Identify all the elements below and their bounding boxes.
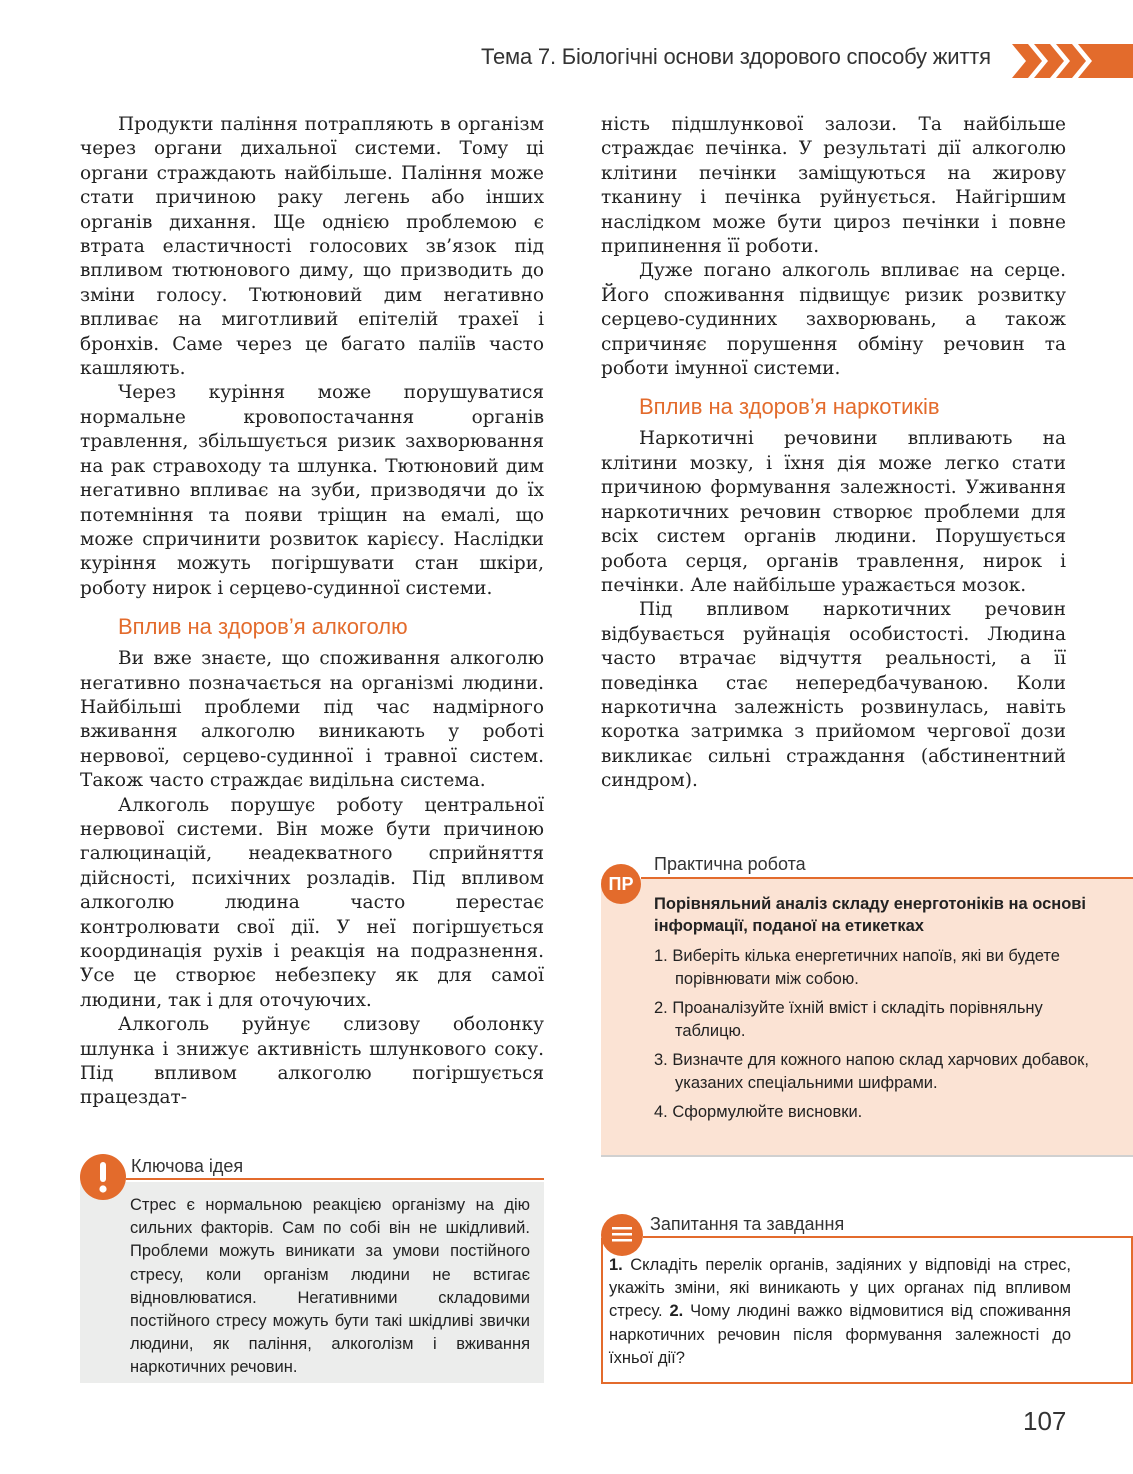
left-column xyxy=(80,113,544,1111)
section-heading-alcohol: Вплив на здоров’я алкоголю xyxy=(118,614,408,640)
paragraph: Алкоголь руйнує слизову оболонку шлунка і знижує активність шлункового соку. Під впливом алкоголю погіршується працездат- xyxy=(80,1014,544,1109)
practical-work-label: Практична робота xyxy=(654,854,806,874)
paragraph: Дуже погано алкоголь впливає на серце. Його споживання підвищує ризик розвитку серцево-судинних захворювань, а також спричиняє порушення обміну речовин та роботи імунної системи. xyxy=(601,260,1066,380)
questions-label: Запитання та завдання xyxy=(650,1214,845,1234)
paragraph: Через куріння може порушуватися нормальне кровопостачання органів травлення, збільшується ризик захворювання на рак стравоходу та шлунка. Тютюновий дим негативно впливає на зуби, призводячи до їх потемніння та появи тріщин на емалі, що може спричинити розвиток карієсу. Наслідки куріння можуть погіршувати стан шкіри, роботу нирок і серцево-судинної системи. xyxy=(80,382,544,599)
question-number: 1. xyxy=(609,1256,623,1274)
paragraph: Під впливом наркотичних речовин відбувається руйнація особистості. Людина часто втрачає відчуття реальності, а її поведінка стає непередбачуваною. Коли наркотична залежність розвинулась, навіть коротка затримка з прийомом чергової дози викликає сильні страждання (абстинентний синдром). xyxy=(601,599,1066,792)
page-number: 107 xyxy=(1023,1406,1067,1436)
paragraph: ність підшлункової залози. Та найбільше страждає печінка. У результаті дії алкоголю клітини печінки заміщуються на жирову тканину і печінка руйнується. Найгіршим наслідком може бути цироз печінки і повне припинення її роботи. xyxy=(601,114,1066,258)
questions-box xyxy=(601,1214,1133,1384)
key-idea-box xyxy=(80,1154,544,1383)
section-heading-drugs: Вплив на здоров’я наркотиків xyxy=(639,394,940,420)
divider xyxy=(126,1178,544,1180)
paragraph: Ви вже знаєте, що споживання алкоголю негативно позначається на організмі людини. Найбільші проблеми під час надмірного вживання алкоголю виникають у роботі нервової, серцево-судинної і травної систем. Також часто страждає видільна система. xyxy=(80,648,544,792)
practical-badge: ПР xyxy=(601,864,641,904)
exclamation-icon xyxy=(80,1154,126,1200)
list-item: 3. Визначте для кожного напою склад харчових добавок, указаних спеціальними шифрами. xyxy=(654,1051,1089,1092)
list-item: 4. Сформулюйте висновки. xyxy=(654,1103,863,1121)
question-number: 2. xyxy=(669,1302,684,1321)
paragraph: Алкоголь порушує роботу центральної нервової системи. Він може бути причиною галюцинацій, неадекватного сприйняття дійсності, психічних розладів. Під впливом алкоголю людина часто перестає контролювати свої дії. У неї погіршується координація рухів і реакція на подразнення. Усе це створює небезпеку як для самої людини, так і для оточуючих. xyxy=(80,794,544,1011)
chapter-title: Тема 7. Біологічні основи здорового способу життя xyxy=(481,44,991,69)
list-icon xyxy=(601,1214,643,1256)
practical-work-body xyxy=(601,879,1133,1157)
steps-list xyxy=(654,945,1113,1124)
paragraph: Наркотичні речовини впливають на клітини мозку, і їхня дія може легко стати причиною формування залежності. Уживання наркотичних речовин створює проблеми для всіх систем органів людини. Порушується робота серця, органів травлення, нирок і печінки. Але найбільше уражається мозок. xyxy=(601,428,1066,596)
question-text: Складіть перелік органів, задіяних у відповіді на стрес, укажіть зміни, які виникають у цих органах під впливом стресу. xyxy=(609,1256,1071,1321)
key-idea-text: Стрес є нормальною реакцією організму на дію сильних факторів. Сам по собі він не шкідливий. Проблеми можуть виникати за умови постійного стресу, коли організм людини не встигає відновлюватися. Негативними складовими постійного стресу можуть бути такі шкідливі звички людини, як паління, алкоголізм і вживання наркотичних речовин. xyxy=(80,1182,544,1383)
task-title: Порівняльний аналіз складу енерготоніків на основі інформації, поданої на етикетках xyxy=(654,895,1087,935)
list-item: 2. Проаналізуйте їхній вміст і складіть порівняльну таблицю. xyxy=(654,999,1043,1040)
practical-work-box xyxy=(601,852,1133,1157)
chevron-arrows-icon xyxy=(1012,44,1133,78)
questions-text xyxy=(601,1238,1133,1384)
question-text: Чому людині важко відмовитися від споживання наркотичних речовин після формування залежності до їхньої дії? xyxy=(609,1302,1071,1367)
divider xyxy=(643,1236,1133,1238)
right-column xyxy=(601,113,1066,794)
divider xyxy=(641,877,1133,879)
list-item: 1. Виберіть кілька енергетичних напоїв, які ви будете порівнювати між собою. xyxy=(654,947,1060,988)
key-idea-label: Ключова ідея xyxy=(131,1156,244,1176)
paragraph: Продукти паління потрапляють в організм через органи дихальної системи. Тому ці органи страждають найбільше. Паління може стати причиною раку легень або інших органів дихання. Ще однією проблемою є втрата еластичності голосових зв’язок під впливом тютюнового диму, що призводить до зміни голосу. Тютюновий дим негативно впливає на миготливий епітелій трахеї і бронхів. Саме через це багато паліїв часто кашляють. xyxy=(80,114,544,380)
